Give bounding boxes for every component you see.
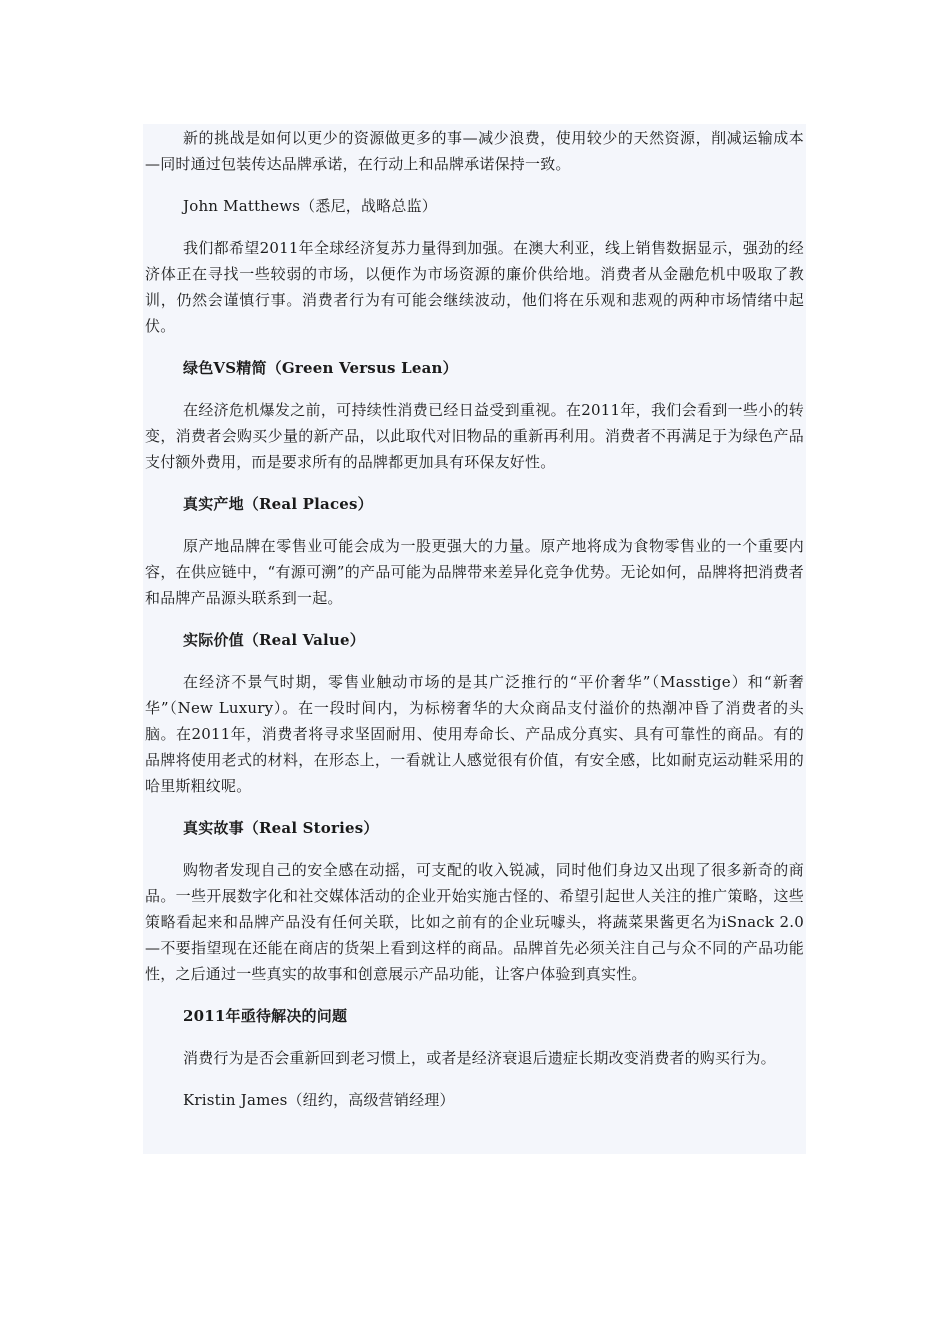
heading-real-value: 实际价值（Real Value） [183, 631, 365, 649]
paragraph-origin: 原产地品牌在零售业可能会成为一股更强大的力量。原产地将成为食物零售业的一个重要内容，在供应链中，“有源可溯”的产品可能为品牌带来差异化竞争优势。无论如何，品牌将把消费者和品牌产品源头联系到一起。 [145, 537, 804, 607]
byline-kristin-james: Kristin James（纽约，高级营销经理） [183, 1091, 455, 1109]
paragraph-challenge: 新的挑战是如何以更少的资源做更多的事—减少浪费，使用较少的天然资源，削减运输成本—同时通过包装传达品牌承诺，在行动上和品牌承诺保持一致。 [145, 129, 804, 173]
heading-real-stories: 真实故事（Real Stories） [183, 819, 379, 837]
article-body [143, 124, 806, 1154]
heading-issues-2011: 2011年亟待解决的问题 [183, 1007, 348, 1025]
heading-real-places: 真实产地（Real Places） [183, 495, 373, 513]
byline-john-matthews: John Matthews（悉尼，战略总监） [183, 197, 437, 215]
paragraph-sustainability: 在经济危机爆发之前，可持续性消费已经日益受到重视。在2011年，我们会看到一些小的转变，消费者会购买少量的新产品，以此取代对旧物品的重新再利用。消费者不再满足于为绿色产品支付额外费用，而是要求所有的品牌都更加具有环保友好性。 [145, 401, 804, 471]
heading-green-versus-lean: 绿色VS精简（Green Versus Lean） [183, 359, 458, 377]
paragraph-value: 在经济不景气时期，零售业触动市场的是其广泛推行的“平价奢华”（Masstige）和“新奢华”（New Luxury）。在一段时间内，为标榜奢华的大众商品支付溢价的热潮冲昏了消费者的头脑。在2011年，消费者将寻求坚固耐用、使用寿命长、产品成分真实、具有可靠性的商品。有的品牌将使用老式的材料，在形态上，一看就让人感觉很有价值，有安全感，比如耐克运动鞋采用的哈里斯粗纹呢。 [145, 673, 804, 795]
paragraph-economy: 我们都希望2011年全球经济复苏力量得到加强。在澳大利亚，线上销售数据显示，强劲的经济体正在寻找一些较弱的市场，以便作为市场资源的廉价供给地。消费者从金融危机中吸取了教训，仍然会谨慎行事。消费者行为有可能会继续波动，他们将在乐观和悲观的两种市场情绪中起伏。 [145, 239, 804, 335]
paragraph-consumer-behavior: 消费行为是否会重新回到老习惯上，或者是经济衰退后遗症长期改变消费者的购买行为。 [183, 1049, 776, 1067]
paragraph-stories: 购物者发现自己的安全感在动摇，可支配的收入锐减，同时他们身边又出现了很多新奇的商品。一些开展数字化和社交媒体活动的企业开始实施古怪的、希望引起世人关注的推广策略，这些策略看起来和品牌产品没有任何关联，比如之前有的企业玩噱头，将蔬菜果酱更名为iSnack 2.0—不要指望现在还能在商店的货架上看到这样的商品。品牌首先必须关注自己与众不同的产品功能性，之后通过一些真实的故事和创意展示产品功能，让客户体验到真实性。 [145, 861, 804, 983]
